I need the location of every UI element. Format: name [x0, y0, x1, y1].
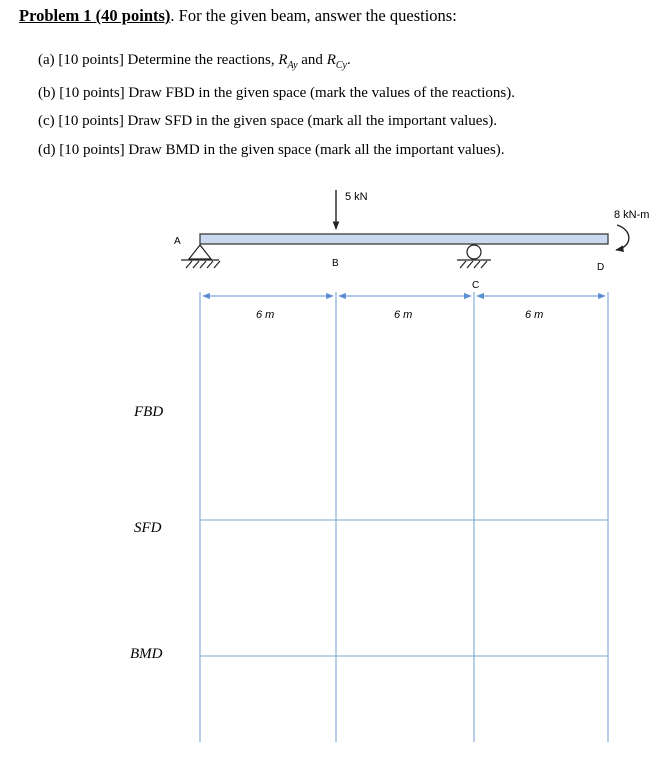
question-a-text: (a) [10 points] Determine the reactions,	[38, 52, 279, 68]
question-a-suffix: .	[346, 52, 351, 68]
problem-intro: . For the given beam, answer the questions:	[170, 6, 457, 25]
point-label-b: B	[332, 258, 339, 269]
reaction-ay-subscript: Ay	[287, 60, 298, 71]
answer-grid	[200, 292, 608, 742]
roller-support-c	[457, 245, 491, 268]
moment-label: 8 kN-m	[614, 209, 650, 221]
point-load-label: 5 kN	[345, 191, 368, 203]
question-c: (c) [10 points] Draw SFD in the given space (mark all the important values).	[38, 113, 498, 129]
section-label-sfd: SFD	[134, 520, 162, 536]
point-label-c: C	[472, 280, 480, 291]
section-label-fbd: FBD	[134, 404, 164, 420]
problem-heading: Problem 1 (40 points)	[19, 6, 171, 25]
reaction-ay-symbol: R	[278, 52, 288, 68]
section-label-bmd: BMD	[130, 646, 163, 662]
reaction-cy-symbol: R	[326, 52, 336, 68]
span-label-ab: 6 m	[256, 309, 275, 321]
point-label-a: A	[174, 236, 181, 247]
point-label-d: D	[597, 262, 605, 273]
reaction-cy-subscript: Cy	[335, 60, 347, 71]
moment-arrow	[616, 225, 629, 250]
span-label-cd: 6 m	[525, 309, 544, 321]
pin-support-a	[181, 245, 220, 268]
span-label-bc: 6 m	[394, 309, 413, 321]
beam	[200, 234, 608, 244]
question-b: (b) [10 points] Draw FBD in the given space (mark the values of the reactions).	[38, 85, 515, 101]
question-a-and: and	[297, 52, 327, 68]
question-d: (d) [10 points] Draw BMD in the given space (mark all the important values).	[38, 142, 505, 158]
